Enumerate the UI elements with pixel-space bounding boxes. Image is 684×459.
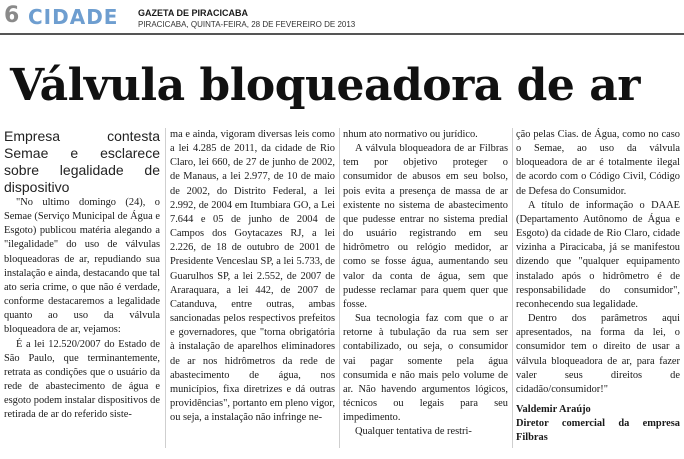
column-divider: [339, 128, 340, 448]
column-1: [4, 128, 160, 423]
column-divider: [512, 128, 513, 448]
paragraph: Sua tecnologia faz com que o ar retorne à tubulação da rua sem ser contabilizado, ou seja, o consumidor vai pagar somente pela água consumida e não mais pelo volume de ar. Não havendo argumentos lógicos, técnicos ou legais para seu impedimento.: [343, 313, 508, 424]
paragraph: ção pelas Cias. de Água, como no caso o Semae, ao uso da válvula bloqueadora de ar é totalmente ilegal de acordo com o Código Civil, Código de Defesa do Consumidor.: [516, 129, 680, 197]
newspaper-name: GAZETA DE PIRACICABA: [138, 8, 248, 18]
column-2: [170, 128, 335, 425]
paragraph: É a lei 12.520/2007 do Estado de São Paulo, que terminantemente, retrata as condições que o usuário da rede de abastecimento de água e esgoto podem instalar dispositivos de retirada de ar do referido siste-: [4, 338, 160, 421]
section-title: CIDADE: [28, 5, 119, 29]
page-number: 6: [4, 3, 20, 28]
column-divider: [165, 128, 166, 448]
paragraph: A válvula bloqueadora de ar Filbras tem por objetivo proteger o consumidor de abusos em seu bolso, pois evita a presença de massa de ar existente no sistema de abastecimento que pudesse entrar no sistema predial do usuário registrando em seu hidrômetro ou relógio medidor, ar como se fosse água, aumentando seu valor da conta de água, sem que pudesse reclamar para quem quer que fosse.: [343, 143, 508, 310]
headline: Válvula bloqueadora de ar: [10, 60, 640, 111]
deck: Empresa contesta Semae e esclarece sobre legalidade de dispositivo: [4, 128, 160, 195]
column-3: [343, 128, 508, 439]
column-4: [516, 128, 680, 445]
paragraph: nhum ato normativo ou jurídico.: [343, 129, 478, 140]
paragraph: ma e ainda, vigoram diversas leis como a lei 4.285 de 2011, da cidade de Rio Claro, lei 660, de 27 de junho de 2002, de Manaus, a lei 2.977, de 10 de maio de 2002, do Distrito Federal, a lei 2.992, de 2004 em Itumbiara GO, a Lei 7.644 e 05 de junho de 2004 de Campos dos Goytacazes RJ, a lei 2.226, de 18 de outubro de 2001 de Presidente Venceslau SP, a lei 5.733, de Guarulhos SP, a lei 2.552, de 2007 de Araraquara, a lei 442, de 2007 de Catanduva, entre outras, ambas sancionadas pelos respectivos prefeitos e governadores, que "torna obrigatória à instalação de aparelhos eliminadores de ar nos hidrômetros da rede de abastecimento de água, nos municípios, fixa diretrizes e dá outras providências", portanto em pleno vigor, ou seja, a instalação não infringe ne-: [170, 129, 335, 424]
dateline: PIRACICABA, QUINTA-FEIRA, 28 DE FEVEREIRO DE 2013: [138, 20, 356, 29]
author-name: Valdemir Araújo: [516, 403, 591, 415]
author-title: Diretor comercial da empresa Filbras: [516, 418, 680, 444]
page-header: [0, 0, 684, 40]
paragraph: "No ultimo domingo (24), o Semae (Serviço Municipal de Água e Esgoto) publicou matéria alegando a "ilegalidade" do uso de válvulas bloqueadoras de ar, repudiando sua instalação e ainda, destacando que tal ato seria crime, o que não é verdade, conforme destacaremos a legalidade quanto ao uso da válvula bloqueadora de ar, vejamos:: [4, 197, 160, 336]
paragraph: Dentro dos parâmetros aqui apresentados, na forma da lei, o consumidor tem o direito de usar a válvula bloqueadora de ar, para fazer valer seus direitos de cidadão/consumidor!": [516, 313, 680, 395]
header-rule: [0, 33, 684, 35]
paragraph: A título de informação o DAAE (Departamento Autônomo de Água e Esgoto) da cidade de Rio Claro, cidade vizinha a Piracicaba, já se manifestou dizendo que "qualquer equipamento instalado após o hidrômetro é de responsabilidade do consumidor", reconhecendo sua legalidade.: [516, 199, 680, 310]
paragraph: Qualquer tentativa de restri-: [355, 426, 472, 438]
